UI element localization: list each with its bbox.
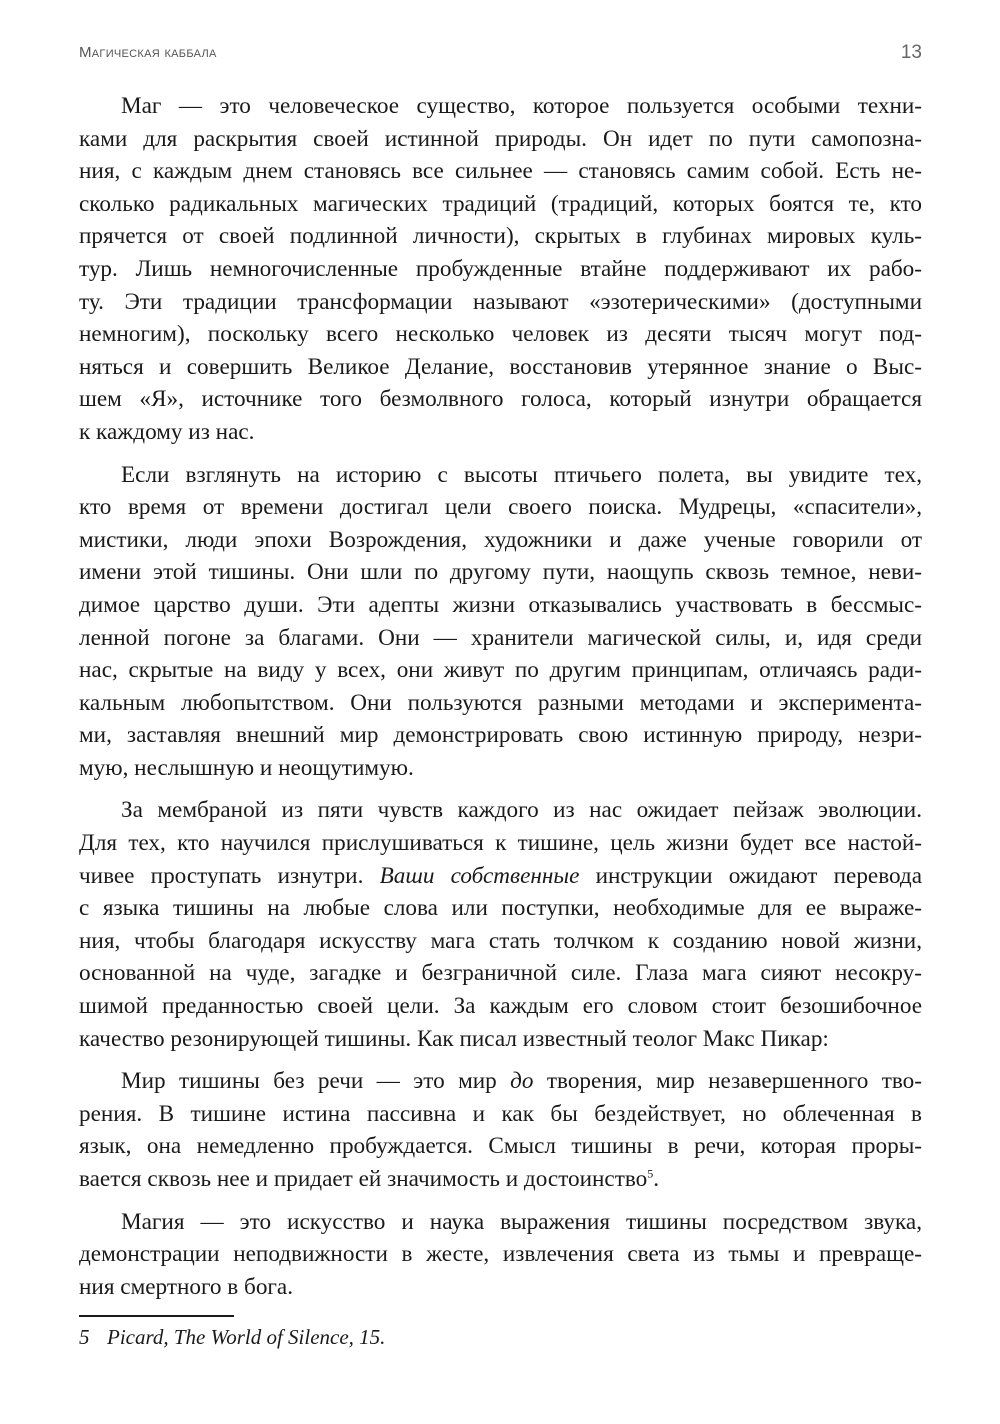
text-line: ния, чтобы благодаря искусству мага стать толчком к созданию новой жизни, — [79, 927, 922, 954]
paragraph-2 — [79, 459, 922, 785]
text-line: Маг — это человеческое существо, которое пользуется особыми техни- — [121, 93, 922, 119]
text-line: ния, с каждым днем становясь все сильнее — становясь самим собой. Есть не- — [79, 158, 922, 185]
text-line: немногим), поскольку всего несколько человек из десяти тысяч могут под- — [79, 321, 922, 348]
text-line: тур. Лишь немногочисленные пробужденные втайне поддерживают их рабо- — [79, 255, 922, 282]
text-line: Если взглянуть на историю с высоты птичьего полета, вы увидите тех, — [121, 461, 922, 488]
text-line: мую, неслышную и неощутимую. — [79, 754, 414, 781]
text-line: кальным любопытством. Они пользуются разными методами и эксперимента- — [79, 689, 922, 716]
text-line: ния смертного в бога. — [79, 1273, 294, 1300]
text-line: сколько радикальных магических традиций (традиций, которых боятся те, кто — [79, 190, 922, 217]
text-line: язык, она немедленно пробуждается. Смысл тишины в речи, которая проры- — [79, 1133, 922, 1160]
footnote-ref: 5 — [647, 1166, 654, 1181]
text-line: к каждому из нас. — [79, 418, 255, 445]
text-line: Магия — это искусство и наука выражения тишины посредством звука, — [121, 1208, 922, 1235]
footnote-number: 5 — [79, 1325, 90, 1349]
text-line: вается сквозь нее и придает ей значимость и достоинство$^5$. — [79, 1166, 660, 1192]
text-line: кто время от времени достигал цели своего поиска. Мудрецы, «спасители», — [79, 494, 922, 521]
text-line: демонстрации неподвижности в жесте, извлечения света из тьмы и превраще- — [79, 1241, 922, 1268]
paragraph-5 — [79, 1206, 922, 1304]
paragraph-1 — [79, 90, 922, 449]
text-line: мистики, люди эпохи Возрождения, художники и даже ученые говорили от — [79, 526, 922, 553]
running-head: Магическая каббала — [79, 44, 217, 61]
text-line: с языка тишины на любые слова или поступки, необходимые для ее выраже- — [79, 895, 922, 922]
text-line: рения. В тишине истина пассивна и как бы бездействует, но облеченная в — [79, 1100, 922, 1127]
text-line: ками для раскрытия своей истинной природы. Он идет по пути самопозна- — [79, 125, 922, 152]
text-line: шем «Я», источнике того безмолвного голоса, который изнутри обращается — [79, 386, 922, 413]
text-line: За мембраной из пяти чувств каждого из нас ожидает пейзаж эволюции. — [121, 797, 922, 824]
text-line: качество резонирующей тишины. Как писал известный теолог Макс Пикар: — [79, 1025, 829, 1052]
paragraph-3 — [79, 794, 922, 1055]
footnote-text: Picard, The World of Silence, 15. — [107, 1325, 386, 1349]
body-text — [79, 90, 922, 1313]
text-line: няться и совершить Великое Делание, восстановив утерянное знание о Выс- — [79, 353, 922, 380]
page-number: 13 — [900, 42, 922, 63]
text-line: Для тех, кто научился прислушиваться к тишине, цель жизни будет все настой- — [79, 830, 922, 857]
text-line: Мир тишины без речи — это мир до творения, мир незавершенного тво- — [121, 1068, 922, 1095]
footnote-separator — [79, 1315, 234, 1317]
text-line: чивее проступать изнутри. Ваши собственные инструкции ожидают перевода — [79, 862, 923, 889]
text-line: основанной на чуде, загадке и безграничной силе. Глаза мага сияют несокру- — [79, 960, 922, 987]
text-line: ми, заставляя внешний мир демонстрировать свою истинную природу, незри- — [79, 722, 922, 749]
text-line: прячется от своей подлинной личности), скрытых в глубинах мировых куль- — [79, 223, 922, 250]
paragraph-4-quote — [79, 1065, 922, 1195]
text-line: димое царство души. Эти адепты жизни отказывались участвовать в бессмыс- — [79, 591, 922, 618]
text-line: шимой преданностью своей цели. За каждым его словом стоит безошибочное — [79, 993, 922, 1020]
text-line: имени этой тишины. Они шли по другому пути, наощупь сквозь темное, неви- — [79, 559, 922, 586]
text-line: ленной погоне за благами. Они — хранители магической силы, и, идя среди — [79, 624, 922, 651]
footnote — [79, 1325, 385, 1350]
text-line: нас, скрытые на виду у всех, они живут по другим принципам, отличаясь ради- — [79, 657, 922, 684]
text-line: ту. Эти традиции трансформации называют «эзотерическими» (доступными — [79, 288, 922, 315]
